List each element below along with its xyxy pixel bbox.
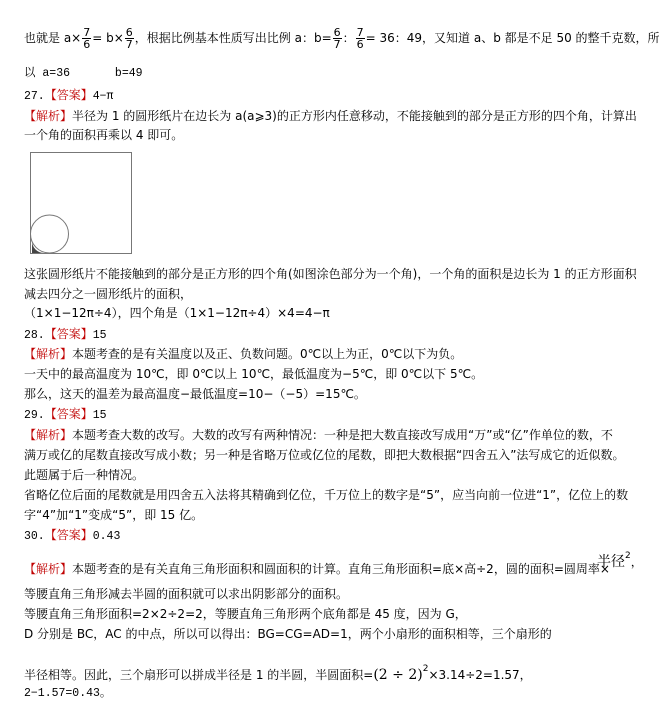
answer-tag: 【答案】	[44, 407, 93, 421]
intro-text-c: ，根据比例基本性质写出比例 a：b=	[134, 31, 332, 45]
comma: ，	[630, 555, 643, 569]
exponent: 2	[625, 551, 631, 561]
intro-text-d: = 36：49，又知道 a、b 都是不足 50 的整千克数，所	[365, 31, 660, 45]
numerator: 7	[356, 26, 364, 39]
intro-line-1	[24, 27, 660, 50]
analysis-text: 字“4”加“1”变成“5”，即 15 亿。	[24, 508, 204, 522]
q30-line-3	[24, 606, 467, 622]
q30-line-5	[24, 661, 532, 683]
q29-line-4	[24, 487, 628, 503]
analysis-text: 那么，这天的温差为最高温度−最低温度=10−（−5）=15℃。	[24, 387, 366, 401]
radius-squared	[597, 551, 643, 571]
answer-value: 0.43	[92, 530, 121, 543]
q28-analysis-1	[24, 346, 462, 362]
denominator: 6	[83, 38, 91, 51]
fraction-7-6	[82, 27, 91, 50]
analysis-text: 满万或亿的尾数直接改写成小数；另一种是省略万位或亿位的尾数，即把大数根据“四舍五入”法写成它的近似数。	[24, 448, 625, 462]
q30-line-4	[24, 626, 552, 642]
analysis-text: 等腰直角三角形面积=2×2÷2=2，等腰直角三角形两个底角都是 45 度，因为 G，	[24, 607, 467, 621]
question-number: 28.	[24, 329, 45, 342]
analysis-tag: 【解析】	[24, 109, 73, 123]
analysis-text: 一个角的面积再乘以 4 即可。	[24, 128, 184, 142]
answer-tag: 【答案】	[44, 528, 93, 542]
q29-line-2	[24, 447, 624, 463]
q29-line-5	[24, 507, 203, 523]
analysis-text: 等腰直角三角形减去半圆的面积就可以求出阴影部分的面积。	[24, 587, 349, 601]
square-outline	[31, 153, 132, 254]
q30-answer	[24, 527, 120, 545]
answer-value: 15	[92, 409, 107, 422]
analysis-text: 此题属于后一种情况。	[24, 468, 145, 482]
intro-line-2	[24, 66, 143, 82]
analysis-text: 一天中的最高温度为 10℃，即 0℃以上 10℃，最低温度为−5℃，即 0℃以下 5℃。	[24, 367, 484, 381]
question-number: 29.	[24, 409, 45, 422]
analysis-tag: 【解析】	[24, 562, 73, 576]
analysis-text: 本题考查的是有关温度以及正、负数问题。0℃以上为正，0℃以下为负。	[72, 347, 463, 361]
paper-circle	[31, 215, 69, 253]
q27-after-2	[24, 286, 192, 302]
intro-text-b: = b×	[92, 31, 124, 45]
paren-expression: (2 ÷ 2)	[373, 667, 423, 683]
radius-word: 半径	[597, 554, 625, 570]
q27-analysis-1	[24, 108, 637, 124]
q29-analysis-1	[24, 427, 613, 443]
square-circle-figure	[30, 152, 135, 255]
fraction-6-7	[125, 27, 134, 50]
q29-answer	[24, 406, 107, 424]
q30-line-6	[24, 686, 111, 702]
ratio-colon: ：	[342, 31, 355, 45]
q30-line-2	[24, 586, 348, 602]
analysis-text: D 分别是 BC，AC 的中点，所以可以得出：BG=CG=AD=1，两个小扇形的面积相等，三个扇形的	[24, 627, 552, 641]
question-number: 27.	[24, 90, 45, 103]
intro-text-a: 也就是 a×	[24, 31, 82, 45]
analysis-text: 本题考查大数的改写。大数的改写有两种情况：一种是把大数直接改写成用“万”或“亿”作单位的数，不	[72, 428, 613, 442]
answer-value: 4−π	[92, 90, 114, 103]
numerator: 6	[125, 26, 133, 39]
answer-tag: 【答案】	[44, 327, 93, 341]
q30-analysis-1	[24, 561, 610, 577]
fraction-6-7-b	[333, 27, 342, 50]
analysis-text: 半径为 1 的圆形纸片在边长为 a(a⩾3)的正方形内任意移动，不能接触到的部分是正方形的四个角，计算出	[72, 109, 637, 123]
numerator: 7	[83, 26, 91, 39]
denominator: 6	[356, 38, 364, 51]
analysis-tag: 【解析】	[24, 347, 73, 361]
answer-value: 15	[92, 329, 107, 342]
fraction-7-6-b	[356, 27, 365, 50]
q28-line-2	[24, 366, 483, 382]
q27-after-1	[24, 266, 637, 282]
exponent: 2	[422, 664, 429, 674]
analysis-text: 半径相等。因此，三个扇形可以拼成半径是 1 的半圆，半圆面积=	[24, 668, 374, 682]
analysis-text: 省略亿位后面的尾数就是用四舍五入法将其精确到亿位，千万位上的数字是“5”，应当向前一位进“1”，亿位上的数	[24, 488, 629, 502]
final-result: 2−1.57=0.43。	[24, 687, 112, 700]
analysis-tag: 【解析】	[24, 428, 73, 442]
q27-analysis-2	[24, 127, 183, 143]
q27-answer	[24, 87, 113, 105]
denominator: 7	[333, 38, 341, 51]
value-a: 以 a=36	[24, 67, 71, 80]
answer-tag: 【答案】	[44, 88, 93, 102]
explanation-text: 这张圆形纸片不能接触到的部分是正方形的四个角(如图涂色部分为一个角)，一个角的面积是边长为 1 的正方形面积	[24, 267, 637, 281]
q29-line-3	[24, 467, 144, 483]
q28-line-3	[24, 386, 366, 402]
explanation-text: 减去四分之一圆形纸片的面积，	[24, 287, 193, 301]
numerator: 6	[333, 26, 341, 39]
q27-after-3	[24, 305, 330, 321]
q28-answer	[24, 326, 107, 344]
question-number: 30.	[24, 530, 45, 543]
denominator: 7	[125, 38, 133, 51]
analysis-text: 本题考查的是有关直角三角形面积和圆面积的计算。直角三角形面积=底×高÷2，圆的面积=圆周率×	[72, 562, 610, 576]
explanation-text: （1×1−12π÷4），四个角是（1×1−12π÷4）×4=4−π	[24, 306, 330, 320]
value-b: b=49	[114, 67, 143, 80]
analysis-text: ×3.14÷2=1.57，	[428, 668, 532, 682]
